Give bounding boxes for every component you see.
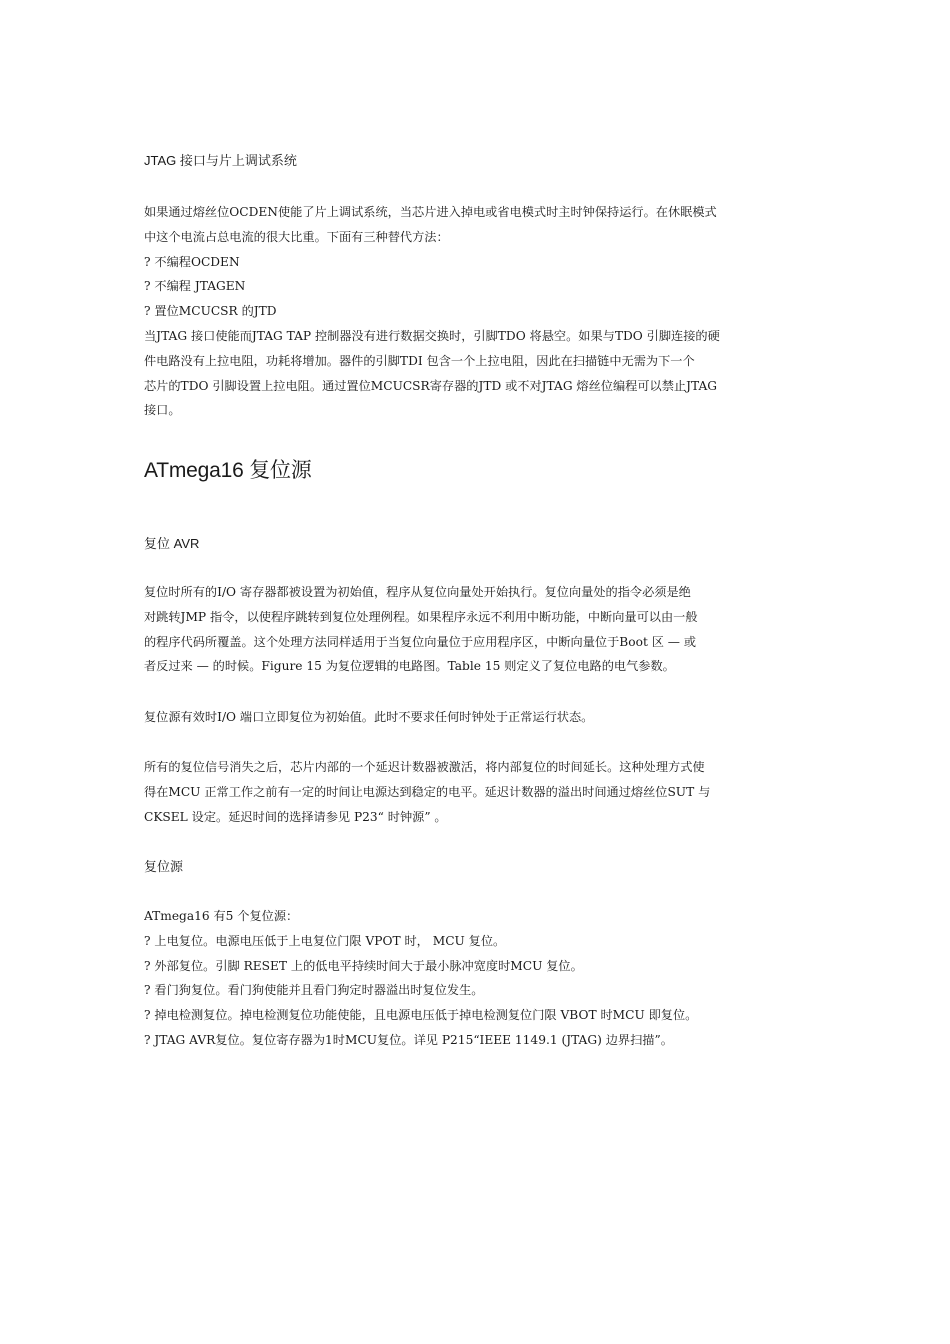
- subheading-reset-avr: 复位 AVR: [144, 536, 200, 551]
- reset-avr-paragraph-1: [144, 580, 808, 679]
- bullet-line: ? 不编程 JTAGEN: [144, 279, 246, 294]
- jtag-paragraph: [144, 200, 808, 423]
- text-line: 芯片的TDO 引脚设置上拉电阻。通过置位MCUCSR寄存器的JTD 或不对JTAG 熔丝位编程可以禁止JTAG: [144, 378, 717, 393]
- text-line: 得在MCU 正常工作之前有一定的时间让电源达到稳定的电平。延迟计数器的溢出时间通过熔丝位SUT 与: [144, 784, 711, 799]
- reset-sources-list: [144, 904, 808, 1053]
- text-line: 者反过来 — 的时候。Figure 15 为复位逻辑的电路图。Table 15 则定义了复位电路的电气参数。: [144, 659, 675, 674]
- text-line: 件电路没有上拉电阻，功耗将增加。器件的引脚TDI 包含一个上拉电阻，因此在扫描链中无需为下一个: [144, 353, 695, 368]
- bullet-line: ? 置位MCUCSR 的JTD: [144, 304, 277, 319]
- bullet-line: ? 上电复位。电源电压低于上电复位门限 VPOT 时， MCU 复位。: [144, 933, 506, 948]
- text-line: 的程序代码所覆盖。这个处理方法同样适用于当复位向量位于应用程序区，中断向量位于Boot 区 — 或: [144, 634, 697, 649]
- text-line: CKSEL 设定。延迟时间的选择请参见 P23“ 时钟源” 。: [144, 809, 447, 824]
- text-line: 当JTAG 接口使能而JTAG TAP 控制器没有进行数据交换时，引脚TDO 将悬空。如果与TDO 引脚连接的硬: [144, 328, 720, 343]
- text-line: 复位时所有的I/O 寄存器都被设置为初始值，程序从复位向量处开始执行。复位向量处的指令必须是绝: [144, 585, 691, 599]
- text-line: 如果通过熔丝位OCDEN使能了片上调试系统，当芯片进入掉电或省电模式时主时钟保持运行。在休眠模式: [144, 205, 717, 219]
- subheading-reset-sources: 复位源: [144, 859, 184, 874]
- section-heading-jtag: JTAG 接口与片上调试系统: [144, 153, 297, 168]
- bullet-line: ? 看门狗复位。看门狗使能并且看门狗定时器溢出时复位发生。: [144, 983, 484, 998]
- bullet-line: ? 不编程OCDEN: [144, 254, 240, 269]
- bullet-line: ? JTAG AVR复位。复位寄存器为1时MCU复位。详见 P215“IEEE 1149.1 (JTAG) 边界扫描”。: [144, 1032, 673, 1047]
- text-line: 接口。: [144, 403, 181, 418]
- text-line: ATmega16 有5 个复位源：: [144, 909, 299, 923]
- page-title: ATmega16 复位源: [144, 459, 312, 482]
- text-line: 中这个电流占总电流的很大比重。下面有三种替代方法：: [144, 229, 449, 244]
- reset-avr-paragraph-3: [144, 755, 808, 829]
- reset-avr-paragraph-2: [144, 705, 808, 730]
- text-line: 所有的复位信号消失之后，芯片内部的一个延迟计数器被激活，将内部复位的时间延长。这种处理方式使: [144, 760, 705, 774]
- bullet-line: ? 外部复位。引脚 RESET 上的低电平持续时间大于最小脉冲宽度时MCU 复位。: [144, 958, 583, 973]
- text-line: 复位源有效时I/O 端口立即复位为初始值。此时不要求任何时钟处于正常运行状态。: [144, 710, 594, 724]
- text-line: 对跳转JMP 指令，以使程序跳转到复位处理例程。如果程序永远不利用中断功能，中断向量可以由一般: [144, 609, 698, 624]
- bullet-line: ? 掉电检测复位。掉电检测复位功能使能，且电源电压低于掉电检测复位门限 VBOT 时MCU 即复位。: [144, 1008, 698, 1023]
